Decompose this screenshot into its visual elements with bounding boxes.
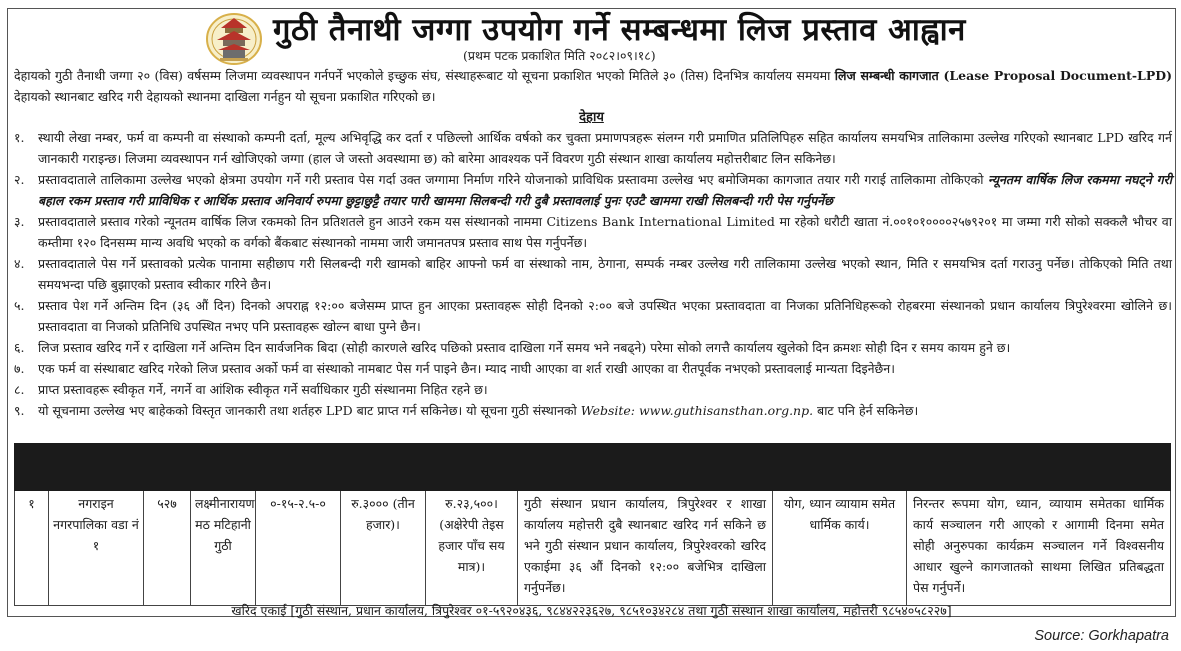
condition-number: १. bbox=[14, 130, 25, 145]
intro-text-after: देहायको स्थानबाट खरिद गरी देहायको स्थानमा दाखिला गर्नहुन यो सूचना प्रकाशित गरिएको छ। bbox=[14, 89, 436, 104]
source-credit: Source: Gorkhapatra bbox=[1034, 628, 1169, 644]
condition-item bbox=[14, 253, 1172, 295]
header-lpd-price bbox=[341, 444, 426, 491]
condition-text: प्रस्तावदाताले पेस गर्ने प्रस्तावको प्रत्येक पानामा सहीछाप गरी सिलबन्दी गरी खामको बाहिर आफ्नो फर्म वा संस्थाको नाम, ठेगाना, सम्पर्क नम्बर उल्लेख गरी तालिकामा उल्लेख भएको स्थान, मिति र समयभित्र दर्ता गराउनु पर्नेछ। तोकिएको मिति तथा समयभन्दा पछि बुझाएको प्रस्ताव स्वीकार गरिने छैन। bbox=[38, 256, 1172, 292]
lease-table bbox=[14, 443, 1170, 606]
condition-emphasis: न्यूनतम वार्षिक लिज रकममा नघट्ने गरी बहाल रकम प्रस्ताव गरी प्राविधिक र आर्थिक प्रस्ताव अनिवार्य रुपमा छुट्टाछुट्टै तयार पारी खाममा सिलबन्दी गरी दुबै प्रस्तावलाई पुनः एउटै खाममा राखी सिलबन्दी गरी पेस गर्नुपर्नेछ bbox=[38, 172, 1173, 208]
condition-number: ४. bbox=[14, 256, 25, 271]
section-heading: देहाय bbox=[579, 110, 604, 125]
condition-text: प्राप्त प्रस्तावहरू स्वीकृत गर्ने, नगर्ने वा आंशिक स्वीकृत गर्ने सर्वाधिकार गुठी संस्थानमा निहित रहने छ। bbox=[38, 382, 488, 397]
condition-text-after: बाट पनि हेर्न सकिनेछ। bbox=[813, 403, 919, 418]
condition-text: एक फर्म वा संस्थाबाट खरिद गरेको लिज प्रस्ताव अर्को फर्म वा संस्थाको नामबाट पेस गर्न पाइने छैन। म्याद नाघी आएका वा शर्त राखी आएका वा रीतपूर्वक नभएको प्रस्तावलाई मान्यता दिइनेछैन। bbox=[38, 361, 895, 376]
header-usage bbox=[773, 444, 907, 491]
header-min-lease bbox=[426, 444, 518, 491]
notice-header bbox=[8, 9, 1175, 64]
header-area bbox=[256, 444, 341, 491]
condition-item bbox=[14, 127, 1172, 169]
cell-location: नगराइन नगरपालिका वडा नं १ bbox=[49, 491, 144, 606]
condition-number: २. bbox=[14, 172, 25, 187]
header-location bbox=[49, 444, 144, 491]
purchase-unit-contacts: खरिद एकाई [गुठी संस्थान, प्रधान कार्यालय, त्रिपुरेश्वर ०१-५९२०४३६, ९८४४२२३६२७, ९८५१०३४२८४ तथा गुठी संस्थान शाखा कार्यालय, महोत्तरी ९८५४०५८२२७] bbox=[231, 603, 952, 618]
conditions-list bbox=[14, 127, 1172, 421]
cell-lpd-price: रु.३००० (तीन हजार)। bbox=[341, 491, 426, 606]
cell-plot-no: ५२७ bbox=[144, 491, 191, 606]
header-conditions bbox=[907, 444, 1171, 491]
page-title: गुठी तैनाथी जग्गा उपयोग गर्ने सम्बन्धमा लिज प्रस्ताव आह्वान bbox=[273, 12, 966, 48]
condition-item bbox=[14, 211, 1172, 253]
notice-frame bbox=[7, 8, 1176, 617]
condition-number: ८. bbox=[14, 382, 25, 397]
cell-purchase-submission: गुठी संस्थान प्रधान कार्यालय, त्रिपुरेश्वर र शाखा कार्यालय महोत्तरी दुबै स्थानबाट खरिद गर्न सकिने छ भने गुठी संस्थान प्रधान कार्यालय, त्रिपुरेश्वरको खरिद एकाईमा ३६ औं दिनको १२:०० बजेभित्र दाखिला गर्नुपर्नेछ। bbox=[518, 491, 773, 606]
condition-number: ३. bbox=[14, 214, 25, 229]
table-row bbox=[15, 491, 1171, 606]
condition-number: ७. bbox=[14, 361, 25, 376]
table-header-row bbox=[15, 444, 1171, 491]
header-guthi-name bbox=[191, 444, 256, 491]
condition-text: स्थायी लेखा नम्बर, फर्म वा कम्पनी वा संस्थाको कम्पनी दर्ता, मूल्य अभिवृद्धि कर दर्ता र पछिल्लो आर्थिक वर्षको कर चुक्ता प्रमाणपत्रहरू संलग्न गरी प्रमाणित प्रतिलिपिहरु सहित कार्यालय समयभित्र तालिकामा उल्लेख गरिएको स्थानबाट LPD खरिद गर्न जानकारी गराइन्छ। लिजमा व्यवस्थापन गर्न खोजिएको जग्गा (हाल जे जस्तो अवस्थामा छ) को बारेमा आवश्यक पर्ने विवरण गुठी संस्थान शाखा कार्यालय महोत्तरीबाट लिन सकिनेछ। bbox=[38, 130, 1172, 166]
cell-guthi-name: लक्ष्मीनारायण मठ मटिहानी गुठी bbox=[191, 491, 256, 606]
header-plot-no bbox=[144, 444, 191, 491]
condition-item bbox=[14, 379, 1172, 400]
condition-item bbox=[14, 169, 1172, 211]
condition-item bbox=[14, 337, 1172, 358]
condition-item bbox=[14, 295, 1172, 337]
condition-text: प्रस्ताव पेश गर्ने अन्तिम दिन (३६ औं दिन) दिनको अपराह्न १२:०० बजेसम्म प्राप्त हुन आएका प्रस्तावहरू सोही दिनको २:०० बजे उपस्थित भएका प्रस्तावदाता वा निजका प्रतिनिधिहरूको रोहबरमा संस्थानको प्रधान कार्यालय त्रिपुरेश्वरमा खोलिने छ। प्रस्तावदाता वा निजको प्रतिनिधि उपस्थित नभए पनि प्रस्तावहरू खोल्न बाधा पुग्ने छैन। bbox=[38, 298, 1172, 334]
condition-text: प्रस्तावदाताले प्रस्ताव गरेको न्यूनतम वार्षिक लिज रकमको तिन प्रतिशतले हुन आउने रकम यस संस्थानको नाममा Citizens Bank International Limited मा रहेको धरौटी खाता नं.००१०१००००२५७९२०१ मा जम्मा गरी सोको सक्कलै भौचर वा कम्तीमा १२० दिनसम्म मान्य अवधि भएको क वर्गको बैंकबाट संस्थानको नाममा जारी जमानतपत्र प्रस्ताव साथ पेस गर्नुपर्नेछ। bbox=[38, 214, 1172, 250]
cell-conditions: निरन्तर रूपमा योग, ध्यान, व्यायाम समेतका धार्मिक कार्य सञ्चालन गरी आएको र आगामी दिनमा समेत सोही अनुरुपका कार्यक्रम सञ्चालन गर्ने विश्वसनीय आधार खुल्ने कागजातको साथमा लिखित प्रतिबद्धता पेस गर्नुपर्ने। bbox=[907, 491, 1171, 606]
intro-bold-lpd: लिज सम्बन्धी कागजात (Lease Proposal Document-LPD) bbox=[834, 68, 1172, 83]
condition-text: लिज प्रस्ताव खरिद गर्ने र दाखिला गर्ने अन्तिम दिन सार्वजनिक बिदा (सोही कारणले खरिद पछिको प्रस्ताव दाखिला गर्ने समय भने नबढ्ने) परेमा सोको लगत्तै कार्यालय खुलेको दिन क्रमशः सोही दिन र समय कायम हुने छ। bbox=[38, 340, 1011, 355]
condition-number: ५. bbox=[14, 298, 25, 313]
cell-usage: योग, ध्यान व्यायाम समेत धार्मिक कार्य। bbox=[773, 491, 907, 606]
guthi-sansthan-logo-icon bbox=[205, 12, 263, 66]
header-purchase-submission bbox=[518, 444, 773, 491]
header-sn bbox=[15, 444, 49, 491]
intro-paragraph bbox=[14, 65, 1172, 107]
condition-item bbox=[14, 400, 1172, 421]
intro-text-before: देहायको गुठी तैनाथी जग्गा २० (विस) वर्षसम्म लिजमा व्यवस्थापन गर्नपर्ने भएकोले इच्छुक संघ, संस्थाहरूबाट यो सूचना प्रकाशित भएको मितिले ३० (तिस) दिनभित्र कार्यालय समयमा bbox=[14, 68, 835, 83]
cell-min-lease: रु.२३,५००। (अक्षेरेपी तेइस हजार पाँच सय मात्र)। bbox=[426, 491, 518, 606]
condition-item bbox=[14, 358, 1172, 379]
website-link[interactable]: Website: www.guthisansthan.org.np. bbox=[580, 403, 814, 418]
condition-text: प्रस्तावदाताले तालिकामा उल्लेख भएको क्षेत्रमा उपयोग गर्ने गरी प्रस्ताव पेस गर्दा उक्त जग्गामा निर्माण गरिने योजनाको प्राविधिक प्रस्तावमा उल्लेख भए बमोजिमका कागजात तयार गरी गराई तालिकामा तोकिएको bbox=[38, 172, 989, 187]
cell-area: ०-१५-२.५-० bbox=[256, 491, 341, 606]
publication-date: (प्रथम पटक प्रकाशित मिति २०८२।०९।१८) bbox=[463, 48, 656, 63]
condition-text: यो सूचनामा उल्लेख भए बाहेकको विस्तृत जानकारी तथा शर्तहरु LPD बाट प्राप्त गर्न सकिनेछ। यो सूचना गुठी संस्थानको bbox=[38, 403, 581, 418]
condition-number: ९. bbox=[14, 403, 25, 418]
condition-number: ६. bbox=[14, 340, 25, 355]
cell-sn: १ bbox=[15, 491, 49, 606]
